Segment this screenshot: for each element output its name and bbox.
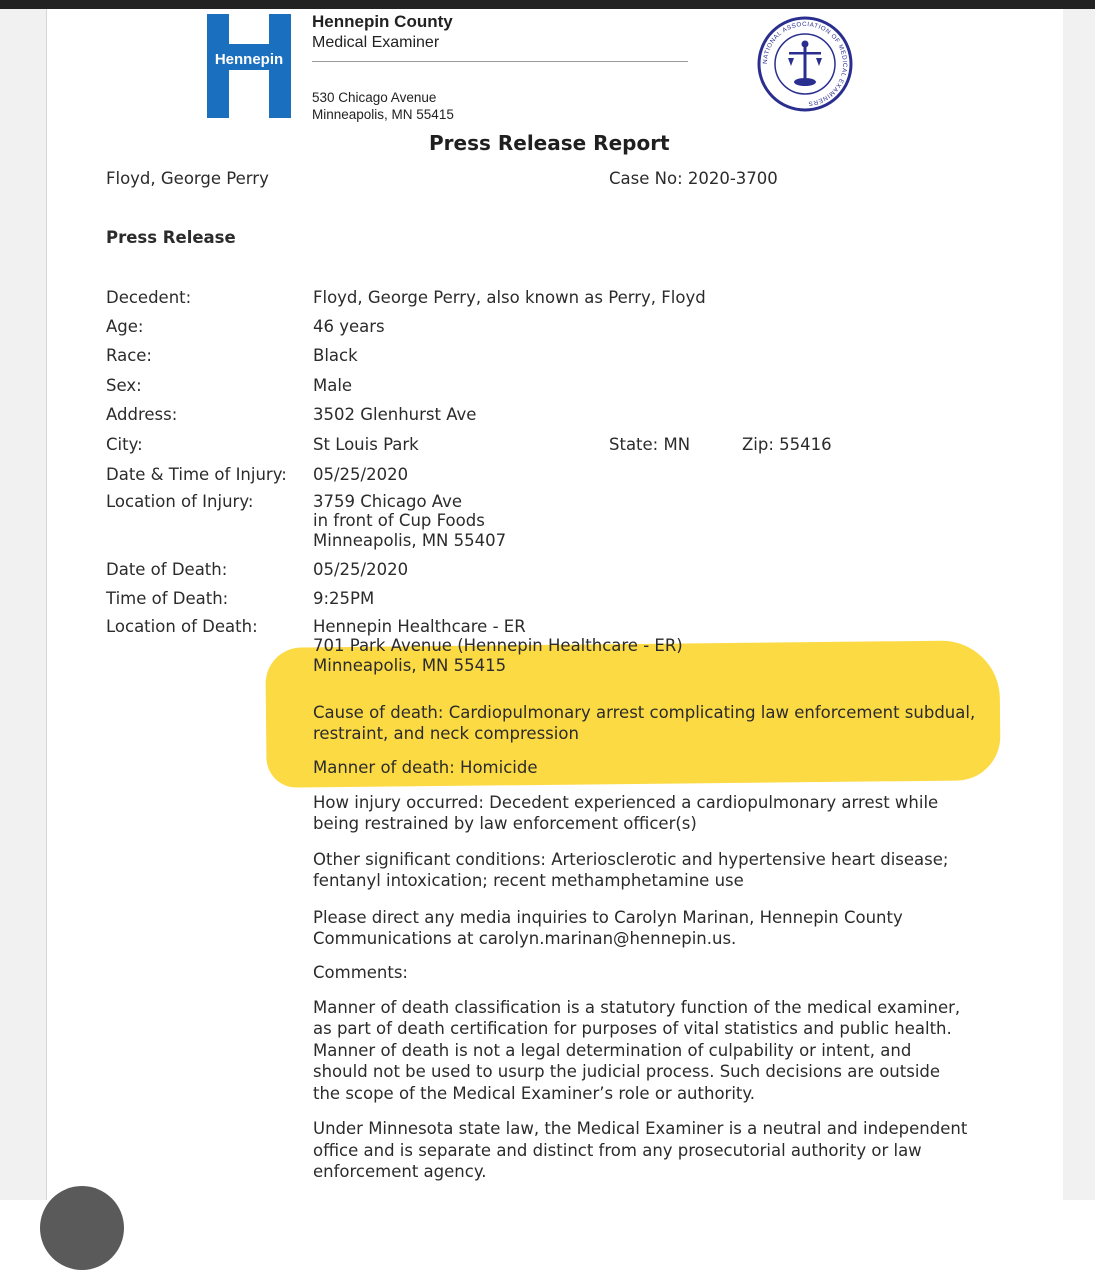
page-border-line bbox=[46, 9, 47, 1200]
cause-of-death-line: Cause of death: Cardiopulmonary arrest complicating law enforcement subdual, bbox=[313, 703, 976, 722]
hennepin-logo bbox=[207, 14, 291, 118]
comment-1-line: the scope of the Medical Examiner’s role or authority. bbox=[313, 1084, 756, 1103]
org-address-line1: 530 Chicago Avenue bbox=[312, 90, 437, 105]
scroll-indicator[interactable] bbox=[40, 1186, 124, 1270]
comment-2-line: enforcement agency. bbox=[313, 1162, 487, 1181]
age-value: 46 years bbox=[313, 317, 385, 336]
race-value: Black bbox=[313, 346, 358, 365]
injury-date-label: Date & Time of Injury: bbox=[106, 465, 287, 484]
city-value: St Louis Park bbox=[313, 435, 419, 454]
death-time-value: 9:25PM bbox=[313, 589, 375, 608]
injury-location-line: in front of Cup Foods bbox=[313, 511, 485, 530]
zip-value: Zip: 55416 bbox=[742, 435, 832, 454]
race-label: Race: bbox=[106, 346, 152, 365]
decedent-label: Decedent: bbox=[106, 288, 192, 307]
state-value: State: MN bbox=[609, 435, 691, 454]
death-date-value: 05/25/2020 bbox=[313, 560, 409, 579]
manner-of-death: Manner of death: Homicide bbox=[313, 758, 538, 777]
address-label: Address: bbox=[106, 405, 178, 424]
how-injury-line: How injury occurred: Decedent experienced a cardiopulmonary arrest while bbox=[313, 793, 939, 812]
report-title: Press Release Report bbox=[429, 131, 670, 155]
age-label: Age: bbox=[106, 317, 144, 336]
media-inquiries-line: Please direct any media inquiries to Carolyn Marinan, Hennepin County bbox=[313, 908, 903, 927]
injury-location-line: 3759 Chicago Ave bbox=[313, 492, 463, 511]
section-heading: Press Release bbox=[106, 228, 236, 247]
death-location-line: Hennepin Healthcare - ER bbox=[313, 617, 526, 636]
other-conditions-line: Other significant conditions: Arteriosclerotic and hypertensive heart disease; bbox=[313, 850, 949, 869]
comment-2-line: Under Minnesota state law, the Medical Examiner is a neutral and independent bbox=[313, 1119, 968, 1138]
medical-examiners-seal bbox=[755, 14, 855, 114]
how-injury-line: being restrained by law enforcement officer(s) bbox=[313, 814, 697, 833]
page-edge-left bbox=[0, 9, 46, 1200]
org-subtitle: Medical Examiner bbox=[312, 34, 440, 51]
cause-of-death-line: restraint, and neck compression bbox=[313, 724, 579, 743]
comment-2-line: office and is separate and distinct from any prosecutorial authority or law bbox=[313, 1141, 922, 1160]
other-conditions-line: fentanyl intoxication; recent methamphetamine use bbox=[313, 871, 744, 890]
comment-1-line: should not be used to usurp the judicial process. Such decisions are outside bbox=[313, 1062, 941, 1081]
injury-location-label: Location of Injury: bbox=[106, 492, 254, 511]
page-edge-right bbox=[1063, 9, 1095, 1200]
top-bar bbox=[0, 0, 1095, 9]
sex-value: Male bbox=[313, 376, 353, 395]
injury-location-line: Minneapolis, MN 55407 bbox=[313, 531, 507, 550]
death-location-line: 701 Park Avenue (Hennepin Healthcare - ER) bbox=[313, 636, 683, 655]
seal-text: NATIONAL ASSOCIATION OF MEDICAL EXAMINERS bbox=[761, 20, 849, 107]
header-rule bbox=[312, 61, 688, 62]
comment-1-line: Manner of death classification is a statutory function of the medical examiner, bbox=[313, 998, 961, 1017]
logo-text: Hennepin bbox=[214, 51, 284, 68]
injury-date-value: 05/25/2020 bbox=[313, 465, 409, 484]
report-subject: Floyd, George Perry bbox=[106, 169, 269, 188]
media-inquiries-line: Communications at carolyn.marinan@hennepin.us. bbox=[313, 929, 737, 948]
comments-label: Comments: bbox=[313, 963, 408, 982]
org-name: Hennepin County bbox=[312, 12, 453, 31]
city-label: City: bbox=[106, 435, 143, 454]
comment-1-line: as part of death certification for purposes of vital statistics and public health. bbox=[313, 1019, 952, 1038]
case-number: Case No: 2020-3700 bbox=[609, 169, 778, 188]
org-address-line2: Minneapolis, MN 55415 bbox=[312, 107, 454, 122]
death-time-label: Time of Death: bbox=[106, 589, 229, 608]
decedent-value: Floyd, George Perry, also known as Perry, Floyd bbox=[313, 288, 706, 307]
death-location-line: Minneapolis, MN 55415 bbox=[313, 656, 507, 675]
address-value: 3502 Glenhurst Ave bbox=[313, 405, 477, 424]
death-location-label: Location of Death: bbox=[106, 617, 258, 636]
comment-1-line: Manner of death is not a legal determination of culpability or intent, and bbox=[313, 1041, 912, 1060]
sex-label: Sex: bbox=[106, 376, 142, 395]
death-date-label: Date of Death: bbox=[106, 560, 228, 579]
